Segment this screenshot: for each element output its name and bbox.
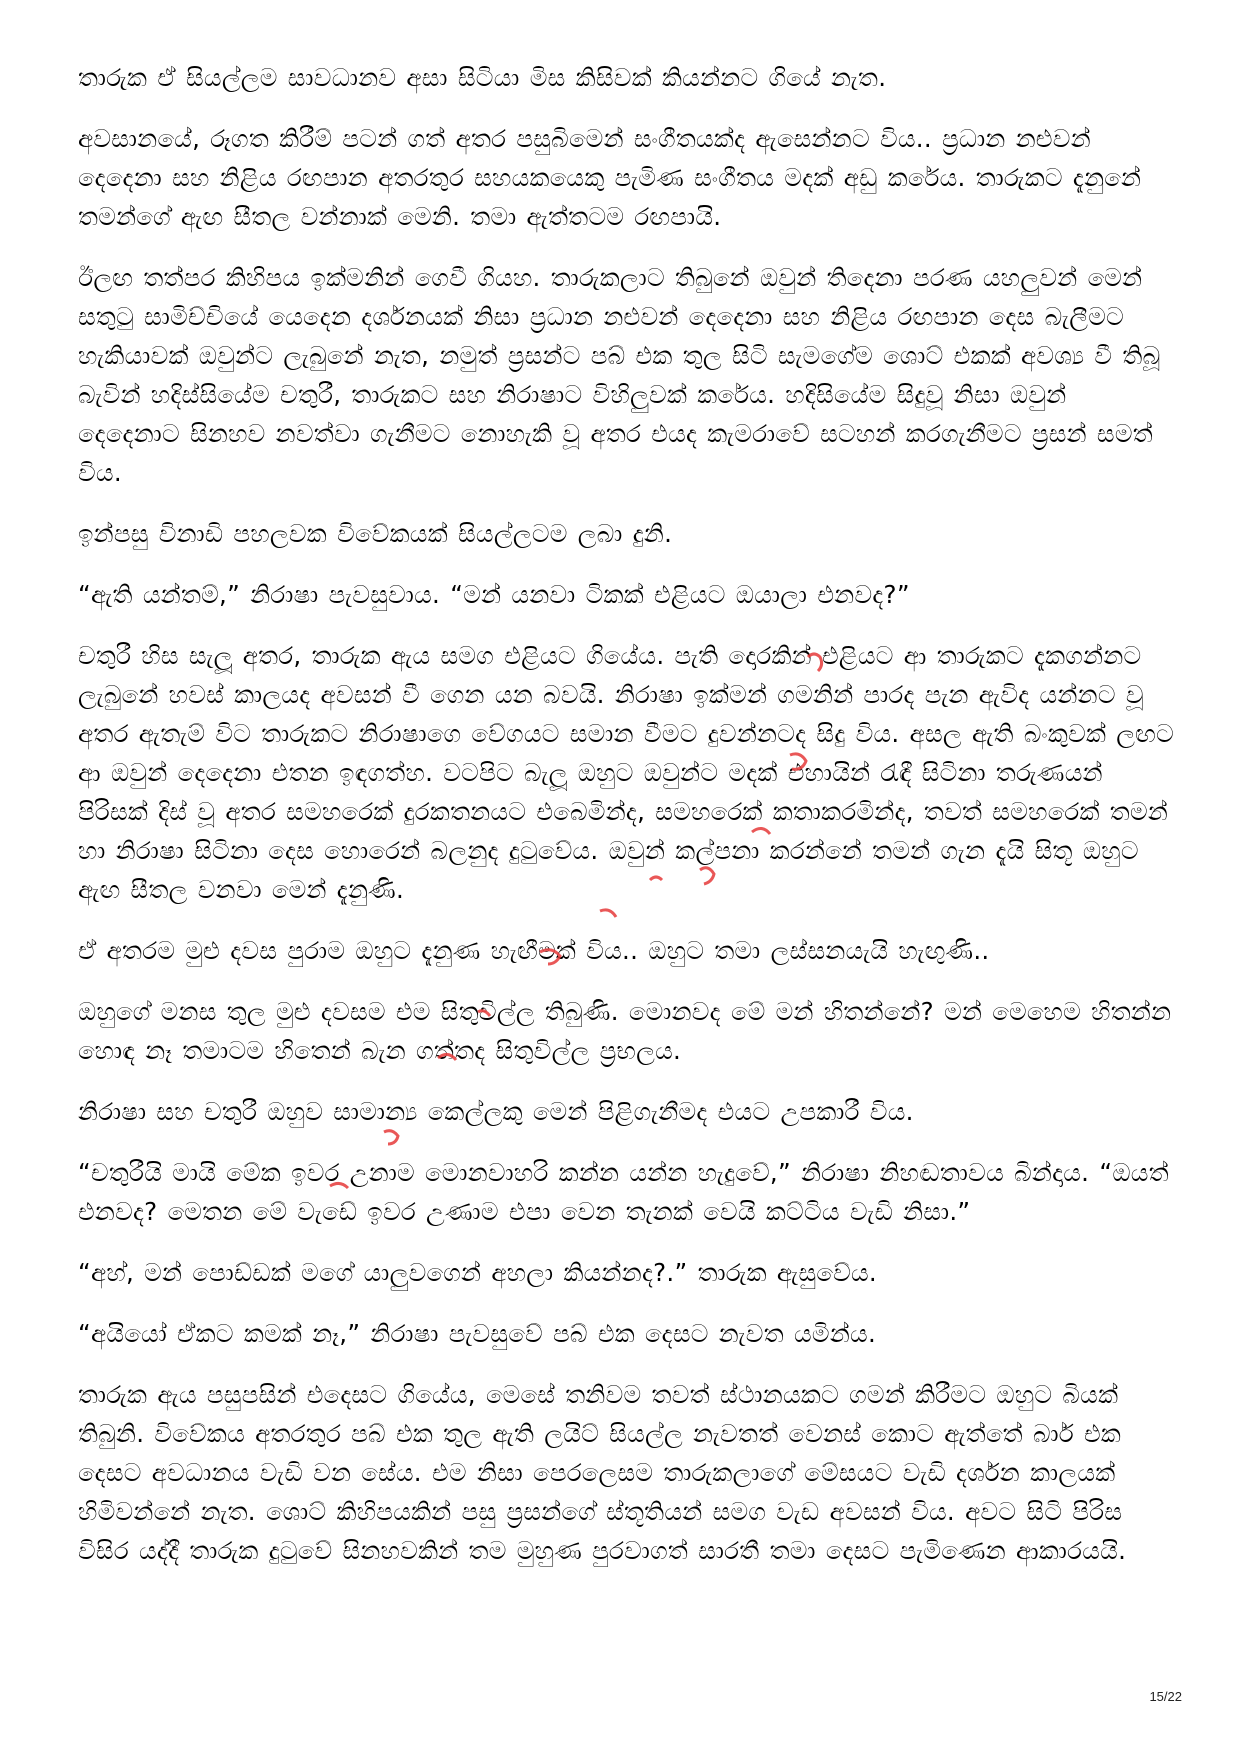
paragraph: අවසානයේ, රූගත කිරීම් පටන් ගත් අතර පසුබිමෙන් සංගීතයක්ද ඇසෙන්නට විය.. ප්‍රධාන නළුවන් දෙදෙනා සහ නිළිය රඟපාන අතරතුර සහයකයෙකු පැමිණ සංගීතය මදක් අඩු කරේය. තාරුකට දැනුනේ තමන්ගේ ඇඟ සීතල වන්නාක් මෙනි. තමා ඇත්තටම රඟපායි. <box>78 124 1142 231</box>
paragraph: “අයියෝ ඒකට කමක් නෑ,” නිරාෂා පැවසුවේ පබ් එක දෙසට නැවත යමින්ය. <box>78 1319 877 1348</box>
paragraph: ඉන්පසු විනාඩි පහලවක විවේකයක් සියල්ලටම ලබා දුනි. <box>78 519 673 548</box>
paragraph: තාරුක ඒ සියල්ලම සාවධානව අසා සිටියා මිස කිසිවක් කියන්නට ගියේ නැත. <box>78 63 887 92</box>
paragraph: නිරාෂා සහ චතුරී ඔහුව සාමාන්‍ය කෙල්ලකු මෙන් පිළිගැනීමද එයට උපකාරී විය. <box>78 1097 914 1126</box>
paragraph: චතුරී හිස සැලූ අතර, තාරුක ඇය සමග එළියට ගියේය. පැති දොරකින් එළියට ආ තාරුකට දැකගන්නට ලැබුනේ හවස් කාලයද අවසන් වී ගෙන යන බවයි. නිරාෂා ඉක්මන් ගමනින් පාරද පැන ඇවිද යන්නට වූ අතර ඇතැම් විට තාරුකට නිරාෂාගෙ වේගයට සමාන වීමට දුවන්නටද සිදු විය. අසල ඇති බංකුවක් ලඟට ආ ඔවුන් දෙදෙනා එතන ඉඳගත්හ. වටපිට බැලූ ඔහුට ඔවුන්ට මදක් එහායින් රැඳී සිටිනා තරුණයන් පිරිසක් දිස් වූ අතර සමහරෙක් දුරකතනයට එබෙමින්ද, සමහරෙක් කතාකරමින්ද, තවත් සමහරෙක් තමන් හා නිරාෂා සිටිනා දෙස හොරෙන් බලනුද දුටුවේය. ඔවුන් කල්පනා කරන්නේ තමන් ගැන දැයි සිතූ ඔහුට ඇඟ සීතල වනවා මෙන් දැනුණි. <box>78 641 1175 904</box>
paragraph: “ඇති යන්තම්,” නිරාෂා පැවසුවාය. “මන් යනවා ටිකක් එළියට ඔයාලා එනවද?” <box>78 580 910 609</box>
page-number: 15/22 <box>1149 1689 1182 1704</box>
paragraph: “චතුරීයි මායි මේක ඉවර උනාම මොනවාහරි කන්න යන්න හැදුවේ,” නිරාෂා නිහඬතාවය බින්දාය. “ඔයත් එනවද? මෙතන මේ වැඩේ ඉවර උණාම එපා වෙන තැනක් වෙයි කට්ටිය වැඩි නිසා.” <box>78 1158 1169 1226</box>
paragraph: ඒ අතරම මුළු දවස පුරාම ඔහුට දැනුණ හැඟීමක් විය.. ඔහුට තමා ලස්සනයැයි හැඟුණි.. <box>78 936 990 965</box>
paragraph: තාරුක ඇය පසුපසින් එදෙසට ගියේය, මෙසේ තනිවම තවත් ස්ථානයකට ගමන් කිරීමට ඔහුට බියක් තිබුනි. විවේකය අතරතුර පබ් එක තුල ඇති ලයිට් සියල්ල නැවතත් වෙනස් කොට ඇත්තේ බාර් එක දෙසට අවධානය වැඩි වන සේය. එම නිසා පෙරලෙසම තාරුකලාගේ මේසයට වැඩි දර්ශන කාලයක් හිමිවන්නේ නැත. ශොට් කිහිපයකින් පසු ප්‍රසන්ගේ ස්තූතියන් සමග වැඩ අවසන් විය. අවට සිටි පිරිස විසිර යද්දී තාරුක දුටුවේ සිනහවකින් තම මුහුණ පුරවාගත් සාරතී තමා දෙසට පැමිණෙන ආකාරයයි. <box>78 1380 1127 1565</box>
paragraph: ඊලඟ තත්පර කිහිපය ඉක්මනින් ගෙවී ගියහ. තාරුකලාට තිබුනේ ඔවුන් තිදෙනා පරණ යහලුවන් මෙන් සතුටු සාමිච්චියේ යෙදෙන දර්ශනයක් නිසා ප්‍රධාන නළුවන් දෙදෙනා සහ නිළිය රඟපාන දෙස බැලීමට හැකියාවක් ඔවුන්ට ලැබුනේ නැත, නමුත් ප්‍රසන්ට පබ් එක තුල සිටි සැමගේම ශොට් එකක් අවශ්‍ය වී තිබූ බැවින් හදිස්සියේම චතුරී, තාරුකට සහ නිරාෂාට විහිලුවක් කරේය. හදිසියේම සිදුවූ නිසා ඔවුන් දෙදෙනාට සිනහව නවත්වා ගැනීමට නොහැකි වූ අතර එයද කැමරාවේ සටහන් කරගැනීමට ප්‍රසන් සමත් විය. <box>78 263 1161 487</box>
paragraph: ඔහුගේ මනස තුල මුළු දවසම එම සිතුවිල්ල තිබුණි. මොනවද මේ මන් හිතන්නේ? මන් මෙහෙම හිතන්න හොඳ නෑ තමාටම හිතෙන් බැන ගත්තද සිතුවිල්ල ප්‍රභලය. <box>78 997 1172 1065</box>
paragraph: “අහ්, මන් පොඩ්ඩක් මගේ යාලුවගෙන් අහලා කියන්නද?.” තාරුක ඇසුවේය. <box>78 1258 877 1287</box>
text-body <box>78 58 1178 1592</box>
